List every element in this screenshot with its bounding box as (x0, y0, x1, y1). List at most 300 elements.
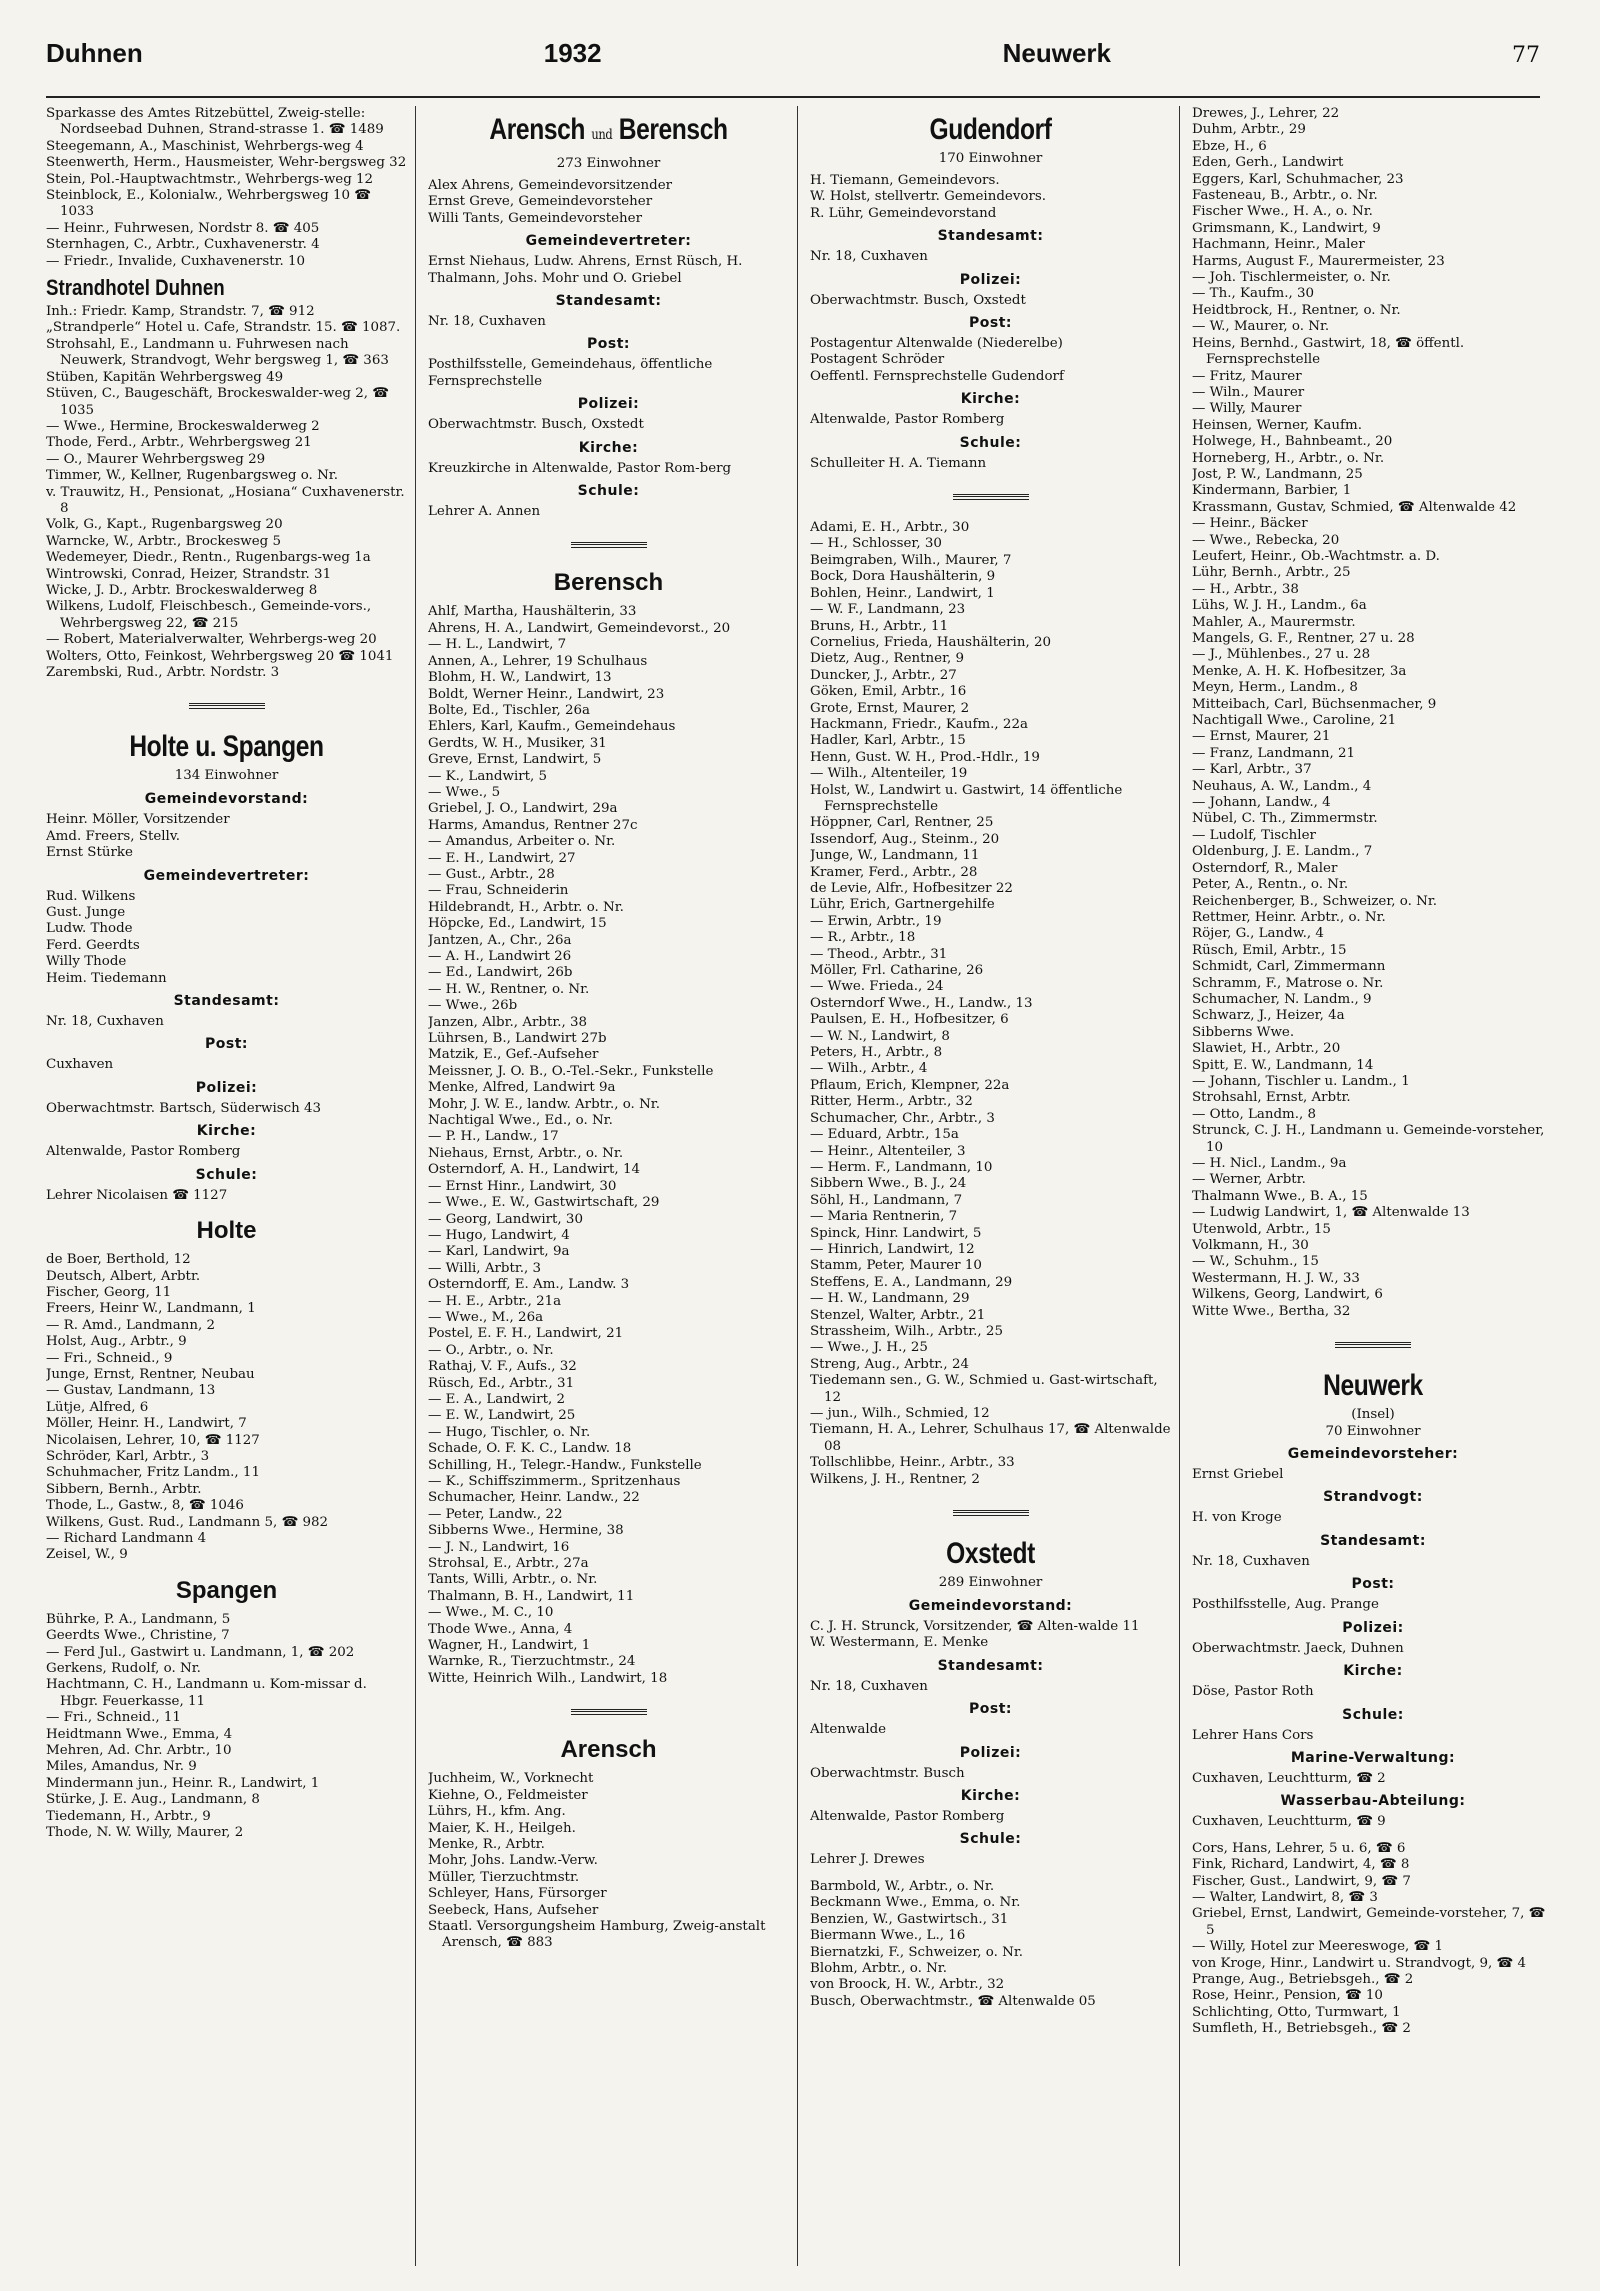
section-label: Post: (968, 1701, 1012, 1718)
directory-entry: Zeisel, W., 9 (46, 1547, 128, 1563)
section-label: Gemeindevorsteher: (1287, 1446, 1459, 1463)
church: Altenwalde, Pastor Romberg (810, 412, 1005, 428)
directory-entry: — Maria Rentnerin, 7 (810, 1209, 958, 1225)
section-label: Post: (586, 336, 630, 353)
directory-entry: Harms, Amandus, Rentner 27c (428, 817, 638, 833)
directory-entry: — Fri., Schneid., 11 (46, 1710, 181, 1726)
board-member: Ernst Stürke (46, 845, 133, 861)
directory-entry: Annen, A., Lehrer, 19 Schulhaus (428, 653, 648, 669)
directory-entry: Matzik, E., Gef.-Aufseher (428, 1047, 599, 1063)
directory-entry: Wagner, H., Landwirt, 1 (428, 1638, 591, 1654)
directory-entry: Kiehne, O., Feldmeister (428, 1787, 588, 1803)
directory-entry: Fink, Richard, Landwirt, 4, ☎ 8 (1192, 1857, 1410, 1873)
directory-entry: Strohsahl, E., Landmann u. Fuhrwesen nach Neuwerk, Strandvogt, Wehr bergsweg 1, ☎ 363 (46, 336, 389, 369)
police: Oberwachtmstr. Bartsch, Süderwisch 43 (46, 1100, 322, 1116)
registry-office: Nr. 18, Cuxhaven (46, 1014, 164, 1030)
place-title-oxstedt: Oxstedt (946, 1537, 1035, 1571)
directory-entry: Thalmann Wwe., B. A., 15 (1192, 1188, 1368, 1204)
section-label: Kirche: (960, 1788, 1021, 1805)
directory-entry: Strunck, C. J. H., Landmann u. Gemeinde-vorsteher, 10 (1192, 1123, 1545, 1155)
directory-entry: Paulsen, E. H., Hofbesitzer, 6 (810, 1012, 1009, 1028)
running-head-year: 1932 (543, 38, 602, 68)
beach-warden: H. von Kroge (1192, 1510, 1282, 1526)
section-label: Standesamt: (173, 993, 280, 1010)
church: Altenwalde, Pastor Romberg (46, 1144, 241, 1160)
directory-entry: Möller, Frl. Catharine, 26 (810, 963, 984, 979)
directory-entry: — Th., Kaufm., 30 (1192, 286, 1315, 302)
directory-entry: Utenwold, Arbtr., 15 (1192, 1221, 1331, 1237)
title-part: Arensch (489, 113, 585, 146)
directory-entry: — Johann, Landw., 4 (1192, 795, 1331, 811)
directory-entry: Schmidt, Carl, Zimmermann (1192, 959, 1386, 975)
directory-entry: — O., Arbtr., o. Nr. (428, 1342, 554, 1358)
directory-entry: — Hugo, Tischler, o. Nr. (428, 1424, 591, 1440)
directory-entry: Ahrens, H. A., Landwirt, Gemeindevorst., 20 (428, 620, 731, 636)
directory-entry: — Frau, Schneiderin (428, 883, 569, 899)
section-label: Post: (204, 1036, 248, 1053)
directory-entry: — jun., Wilh., Schmied, 12 (810, 1406, 990, 1421)
directory-entry: — Friedr., Invalide, Cuxhavenerstr. 10 (46, 253, 306, 269)
column-1 (46, 106, 416, 2266)
directory-entry: Witte Wwe., Bertha, 32 (1192, 1303, 1351, 1319)
section-label: Kirche: (1343, 1663, 1403, 1680)
directory-entry: Harms, August F., Maurermeister, 23 (1192, 253, 1445, 269)
place-title-spangen: Spangen (175, 1576, 278, 1604)
directory-entry: Wedemeyer, Diedr., Rentn., Rugenbargs-weg 1a (46, 550, 371, 566)
directory-entry: Ehlers, Karl, Kaufm., Gemeindehaus (428, 719, 676, 735)
directory-entry: Streng, Aug., Arbtr., 24 (810, 1356, 969, 1372)
directory-entry: Schwarz, J., Heizer, 4a (1192, 1008, 1345, 1024)
directory-entry: Lühs, W. J. H., Landm., 6a (1192, 598, 1367, 614)
section-label: Schule: (959, 1831, 1022, 1848)
directory-entry: Wolters, Otto, Feinkost, Wehrbergsweg 20 ☎ 1041 (46, 648, 394, 664)
directory-entry: — Wwe., Rebecka, 20 (1192, 532, 1340, 548)
section-label: Standesamt: (937, 1657, 1044, 1674)
section-divider (571, 1709, 647, 1715)
directory-entry: Gerkens, Rudolf, o. Nr. (46, 1661, 201, 1677)
police: Oberwachtmstr. Busch, Oxstedt (428, 417, 644, 433)
page-number: 77 (1512, 43, 1540, 68)
church: Döse, Pastor Roth (1192, 1684, 1314, 1700)
directory-entry: Stüben, Kapitän Wehrbergsweg 49 (46, 369, 284, 385)
directory-entry: Stenzel, Walter, Arbtr., 21 (810, 1307, 986, 1323)
directory-entry: Drewes, J., Lehrer, 22 (1192, 106, 1340, 121)
directory-entry: — H. W., Landmann, 29 (810, 1291, 970, 1307)
section-label: Post: (968, 315, 1012, 332)
school: Schulleiter H. A. Tiemann (810, 455, 987, 471)
directory-entry: Holst, Aug., Arbtr., 9 (46, 1334, 187, 1350)
board-member: H. Tiemann, Gemeindevors. (810, 173, 1000, 188)
directory-entry: Rüsch, Ed., Arbtr., 31 (428, 1375, 575, 1391)
directory-entry: Hachmann, Heinr., Maler (1192, 237, 1365, 253)
directory-entry: Busch, Oberwachtmstr., ☎ Altenwalde 05 (810, 1993, 1096, 2009)
directory-entry: Greve, Ernst, Landwirt, 5 (428, 752, 602, 768)
directory-entry: Lühr, Bernh., Arbtr., 25 (1192, 565, 1351, 581)
directory-entry: — Hinrich, Landwirt, 12 (810, 1241, 975, 1257)
council-member: Gust. Junge (46, 905, 126, 921)
directory-entry: Meyn, Herm., Landm., 8 (1192, 680, 1358, 696)
directory-entry: Beckmann Wwe., Emma, o. Nr. (810, 1895, 1021, 1911)
directory-entry: Niehaus, Ernst, Arbtr., o. Nr. (428, 1145, 624, 1161)
directory-entry: Höpcke, Ed., Landwirt, 15 (428, 916, 607, 932)
directory-entry: Schumacher, N. Landm., 9 (1192, 991, 1372, 1007)
directory-entry: Horneberg, H., Arbtr., o. Nr. (1192, 450, 1385, 466)
section-label: Polizei: (195, 1079, 258, 1096)
directory-entry: — Robert, Materialverwalter, Wehrbergs-weg 20 (46, 632, 377, 648)
directory-entry: — Ludwig Landwirt, 1, ☎ Altenwalde 13 (1192, 1205, 1470, 1221)
section-divider (1335, 1342, 1411, 1348)
place-title-holte: Holte (196, 1217, 257, 1245)
board-member: R. Lühr, Gemeindevorstand (810, 205, 997, 221)
directory-entry: Höppner, Carl, Rentner, 25 (810, 815, 994, 831)
directory-entry: Ritter, Herm., Arbtr., 32 (810, 1094, 973, 1110)
section-label: Kirche: (196, 1123, 257, 1140)
directory-entry: Warnke, R., Tierzuchtmstr., 24 (428, 1654, 636, 1670)
directory-entry: Fischer Wwe., H. A., o. Nr. (1192, 204, 1373, 220)
directory-entry: Slawiet, H., Arbtr., 20 (1192, 1041, 1341, 1057)
directory-entry: Osterndorf, A. H., Landwirt, 14 (428, 1162, 640, 1178)
directory-entry: — Karl, Landwirt, 9a (428, 1244, 570, 1260)
directory-entry: Gerdts, W. H., Musiker, 31 (428, 735, 607, 751)
directory-entry: — E. A., Landwirt, 2 (428, 1391, 566, 1407)
directory-entry: Nachtigall Wwe., Caroline, 21 (1192, 713, 1397, 729)
directory-entry: Geerdts Wwe., Christine, 7 (46, 1628, 230, 1644)
post-office: Oeffentl. Fernsprechstelle Gudendorf (810, 368, 1064, 384)
section-label: Kirche: (960, 391, 1021, 408)
directory-entry: Stürke, J. E. Aug., Landmann, 8 (46, 1792, 260, 1808)
directory-entry: Staatl. Versorgungsheim Hamburg, Zweig-anstalt Arensch, ☎ 883 (428, 1918, 766, 1951)
directory-entry: Tollschlibbe, Heinr., Arbtr., 33 (810, 1455, 1015, 1471)
directory-entry: — Heinr., Altenteiler, 3 (810, 1143, 966, 1159)
directory-entry: Biermann Wwe., L., 16 (810, 1928, 966, 1944)
directory-entry: Inh.: Friedr. Kamp, Strandstr. 7, ☎ 912 (46, 304, 315, 320)
title-conjunction: und (591, 127, 613, 143)
police: Oberwachtmstr. Jaeck, Duhnen (1192, 1640, 1404, 1656)
directory-entry: Meissner, J. O. B., O.-Tel.-Sekr., Funkstelle (428, 1063, 714, 1079)
directory-entry: Strohsahl, Ernst, Arbtr. (1192, 1090, 1351, 1106)
title-part: Berensch (618, 113, 728, 146)
directory-entry: Jantzen, A., Chr., 26a (428, 932, 572, 948)
directory-entry: — H., Schlosser, 30 (810, 536, 942, 552)
directory-entry: Janzen, Albr., Arbtr., 38 (428, 1014, 588, 1030)
directory-entry: — Hugo, Landwirt, 4 (428, 1227, 570, 1243)
directory-entry: Menke, R., Arbtr. (428, 1836, 545, 1852)
directory-entry: — Willi, Arbtr., 3 (428, 1260, 542, 1276)
hotel-heading: Strandhotel Duhnen (46, 275, 225, 301)
directory-entry: Holwege, H., Bahnbeamt., 20 (1192, 434, 1393, 450)
directory-entry: Sibbern, Bernh., Arbtr. (46, 1481, 202, 1497)
directory-entry: — R. Amd., Landmann, 2 (46, 1317, 215, 1333)
school: Lehrer Nicolaisen ☎ 1127 (46, 1187, 228, 1203)
directory-entry: — Wilh., Arbtr., 4 (810, 1061, 928, 1077)
directory-entry: Tiemann, H. A., Lehrer, Schulhaus 17, ☎ Altenwalde 08 (810, 1422, 1171, 1454)
directory-entry: Reichenberger, B., Schweizer, o. Nr. (1192, 893, 1438, 909)
directory-entry: Heidtmann Wwe., Emma, 4 (46, 1726, 233, 1742)
section-divider (189, 703, 265, 709)
directory-entry: Sibbern Wwe., B. J., 24 (810, 1176, 967, 1192)
running-head-left: Duhnen (46, 38, 143, 68)
directory-entry: Schuhmacher, Fritz Landm., 11 (46, 1465, 260, 1481)
directory-entry: Bruns, H., Arbtr., 11 (810, 618, 949, 634)
directory-entry: Nicolaisen, Lehrer, 10, ☎ 1127 (46, 1432, 260, 1448)
section-label: Schule: (959, 434, 1022, 451)
section-label: Schule: (1342, 1706, 1404, 1723)
directory-entry: Volk, G., Kapt., Rugenbargsweg 20 (46, 517, 283, 533)
directory-entry: Oldenburg, J. E. Landm., 7 (1192, 844, 1373, 860)
directory-entry: Rose, Heinr., Pension, ☎ 10 (1192, 1988, 1383, 2004)
directory-entry: — W., Schuhm., 15 (1192, 1254, 1319, 1270)
directory-entry: Strohsal, E., Arbtr., 27a (428, 1556, 589, 1572)
section-label: Polizei: (959, 1744, 1022, 1761)
directory-entry: Tants, Willi, Arbtr., o. Nr. (428, 1572, 598, 1588)
directory-entry: — Eduard, Arbtr., 15a (810, 1127, 959, 1143)
directory-entry: — Heinr., Fuhrwesen, Nordstr 8. ☎ 405 (46, 220, 320, 236)
directory-entry: — Theod., Arbtr., 31 (810, 946, 948, 962)
directory-entry: Krassmann, Gustav, Schmied, ☎ Altenwalde 42 (1192, 499, 1517, 515)
section-label: Gemeindevertreter: (143, 867, 310, 884)
directory-entry: Mindermann jun., Heinr. R., Landwirt, 1 (46, 1775, 320, 1791)
section-divider (953, 494, 1029, 500)
section-label: Standesamt: (1320, 1532, 1426, 1549)
directory-entry: — R., Arbtr., 18 (810, 930, 916, 946)
naval-administration: Cuxhaven, Leuchtturm, ☎ 2 (1192, 1770, 1386, 1786)
directory-entry: Leufert, Heinr., Ob.-Wachtmstr. a. D. (1192, 548, 1440, 564)
directory-entry: Prange, Aug., Betriebsgeh., ☎ 2 (1192, 1971, 1414, 1987)
directory-entry: Bolte, Ed., Tischler, 26a (428, 702, 591, 718)
board-member: Amd. Freers, Stellv. (46, 828, 181, 844)
directory-entry: Lühr, Erich, Gartnergehilfe (810, 897, 995, 913)
place-title-arensch-berensch (460, 112, 756, 153)
directory-entry: Mehren, Ad. Chr. Arbtr., 10 (46, 1743, 232, 1759)
directory-entry: Thode, Ferd., Arbtr., Wehrbergsweg 21 (46, 435, 312, 451)
council-member: Ferd. Geerdts (46, 937, 140, 953)
directory-entry: Kindermann, Barbier, 1 (1192, 483, 1352, 499)
post-office: Posthilfsstelle, Gemeindehaus, öffentliche Fernsprechstelle (428, 357, 713, 389)
directory-entry: — Wwe., M. C., 10 (428, 1605, 554, 1621)
directory-entry: Cors, Hans, Lehrer, 5 u. 6, ☎ 6 (1192, 1840, 1406, 1856)
directory-entry: Stein, Pol.-Hauptwachtmstr., Wehrbergs-weg 12 (46, 171, 374, 187)
directory-entry: Blohm, H. W., Landwirt, 13 (428, 670, 612, 686)
directory-entry: Thalmann, B. H., Landwirt, 11 (428, 1588, 635, 1604)
directory-entry: Steinblock, E., Kolonialw., Wehrbergsweg 10 ☎ 1033 (46, 188, 371, 220)
place-title-arensch: Arensch (560, 1736, 657, 1764)
directory-entry: Maier, K. H., Heilgeh. (428, 1820, 576, 1836)
directory-entry: Volkmann, H., 30 (1192, 1238, 1309, 1254)
directory-entry: Barmbold, W., Arbtr., o. Nr. (810, 1878, 995, 1894)
directory-entry: — Franz, Landmann, 21 (1192, 745, 1356, 761)
directory-entry: Junge, Ernst, Rentner, Neubau (46, 1366, 255, 1382)
board-member: W. Westermann, E. Menke (810, 1635, 989, 1651)
column-4 (1192, 106, 1562, 2266)
directory-entry: Mahler, A., Maurermstr. (1192, 614, 1356, 630)
directory-entry: Pflaum, Erich, Klempner, 22a (810, 1077, 1010, 1093)
directory-entry: Wilkens, Georg, Landwirt, 6 (1192, 1287, 1383, 1303)
directory-entry: Schramm, F., Matrose o. Nr. (1192, 975, 1384, 991)
directory-entry: Juchheim, W., Vorknecht (428, 1771, 594, 1787)
directory-entry: Schumacher, Heinr. Landw., 22 (428, 1490, 640, 1506)
directory-entry: Wintrowski, Conrad, Heizer, Strandstr. 31 (46, 566, 332, 582)
directory-entry: — K., Landwirt, 5 (428, 768, 548, 784)
directory-entry: Lütje, Alfred, 6 (46, 1399, 149, 1415)
running-head-right: Neuwerk (1002, 38, 1111, 68)
directory-entry: — Ludolf, Tischler (1192, 827, 1316, 843)
directory-entry: von Kroge, Hinr., Landwirt u. Strandvogt, 9, ☎ 4 (1192, 1955, 1526, 1971)
post-office: Altenwalde (810, 1722, 887, 1738)
directory-entry: Röjer, G., Landw., 4 (1192, 926, 1324, 942)
section-label: Standesamt: (555, 293, 662, 310)
directory-entry: — Wwe., 5 (428, 784, 501, 800)
council-member: Rud. Wilkens (46, 888, 136, 904)
directory-entry: Göken, Emil, Arbtr., 16 (810, 684, 967, 700)
directory-entry: — Amandus, Arbeiter o. Nr. (428, 834, 616, 850)
council-members: Ernst Niehaus, Ludw. Ahrens, Ernst Rüsch, H. Thalmann, Johs. Mohr und O. Griebel (428, 254, 743, 286)
section-label: Schule: (577, 483, 640, 500)
directory-entry: Thode Wwe., Anna, 4 (428, 1621, 573, 1637)
directory-entry: Peter, A., Rentn., o. Nr. (1192, 877, 1349, 893)
place-title-gudendorf: Gudendorf (929, 113, 1052, 146)
directory-entry: — Ferd Jul., Gastwirt u. Landmann, 1, ☎ 202 (46, 1644, 355, 1660)
directory-entry: — Willy, Maurer (1192, 401, 1302, 417)
directory-entry: Wilkens, Ludolf, Fleischbesch., Gemeinde-vors., Wehrbergsweg 22, ☎ 215 (46, 599, 372, 631)
directory-entry: Mitteibach, Carl, Büchsenmacher, 9 (1192, 696, 1437, 712)
directory-entry: Deutsch, Albert, Arbtr. (46, 1268, 201, 1284)
directory-entry: Möller, Heinr. H., Landwirt, 7 (46, 1416, 247, 1432)
section-divider (571, 542, 647, 548)
school: Lehrer A. Annen (428, 504, 541, 520)
directory-entry: Steffens, E. A., Landmann, 29 (810, 1274, 1013, 1290)
directory-entry: Sternhagen, C., Arbtr., Cuxhavenerstr. 4 (46, 237, 320, 253)
directory-entry: — Walter, Landwirt, 8, ☎ 3 (1192, 1889, 1378, 1905)
directory-entry: Westermann, H. J. W., 33 (1192, 1270, 1360, 1286)
council-member: Heim. Tiedemann (46, 970, 167, 986)
population: 273 Einwohner (556, 156, 661, 171)
directory-entry: Junge, W., Landmann, 11 (810, 848, 980, 864)
directory-entry: Menke, A. H. K. Hofbesitzer, 3a (1192, 663, 1407, 679)
directory-entry: Strassheim, Wilh., Arbtr., 25 (810, 1323, 1003, 1339)
directory-entry: Boldt, Werner Heinr., Landwirt, 23 (428, 686, 665, 702)
directory-entry: Osterndorf, R., Maler (1192, 860, 1338, 876)
directory-entry: Wicke, J. D., Arbtr. Brockeswalderweg 8 (46, 582, 318, 598)
directory-entry: Rüsch, Emil, Arbtr., 15 (1192, 942, 1347, 958)
directory-entry: Kramer, Ferd., Arbtr., 28 (810, 864, 978, 880)
directory-entry: Eden, Gerh., Landwirt (1192, 155, 1344, 171)
directory-entry: Cornelius, Frieda, Haushälterin, 20 (810, 634, 1052, 650)
directory-entry: Dietz, Aug., Rentner, 9 (810, 651, 965, 667)
directory-entry: Heidtbrock, H., Rentner, o. Nr. (1192, 302, 1401, 318)
directory-entry: Wilkens, J. H., Rentner, 2 (810, 1471, 980, 1487)
registry-office: Nr. 18, Cuxhaven (810, 249, 928, 265)
directory-entry: Heinsen, Werner, Kaufm. (1192, 417, 1362, 433)
registry-office: Nr. 18, Cuxhaven (428, 314, 546, 330)
directory-entry: Stamm, Peter, Maurer 10 (810, 1258, 982, 1274)
directory-entry: Sparkasse des Amtes Ritzebüttel, Zweig-stelle: Nordseebad Duhnen, Strand-strasse 1. ☎ 1489 (46, 106, 384, 138)
directory-entry: — O., Maurer Wehrbergsweg 29 (46, 451, 266, 467)
directory-entry: de Levie, Alfr., Hofbesitzer 22 (810, 881, 1013, 896)
directory-entry: Spinck, Hinr. Landwirt, 5 (810, 1225, 982, 1241)
directory-entry: Sumfleth, H., Betriebsgeh., ☎ 2 (1192, 2021, 1411, 2037)
church: Kreuzkirche in Altenwalde, Pastor Rom-berg (428, 460, 732, 476)
board-member: Alex Ahrens, Gemeindevorsitzender (428, 178, 673, 193)
directory-entry: Grote, Ernst, Maurer, 2 (810, 700, 970, 716)
directory-entry: Grimsmann, K., Landwirt, 9 (1192, 220, 1381, 236)
section-label: Gemeindevorstand: (144, 791, 309, 808)
directory-entry: Blohm, Arbtr., o. Nr. (810, 1960, 947, 1976)
directory-entry: Zarembski, Rud., Arbtr. Nordstr. 3 (46, 665, 280, 680)
directory-entry: Nübel, C. Th., Zimmermstr. (1192, 811, 1378, 827)
directory-entry: — Wilh., Altenteiler, 19 (810, 766, 968, 782)
directory-entry: — Johann, Tischler u. Landm., 1 (1192, 1073, 1410, 1089)
directory-entry: Neuhaus, A. W., Landm., 4 (1192, 778, 1372, 794)
directory-entry: Biernatzki, F., Schweizer, o. Nr. (810, 1944, 1024, 1960)
section-label: Gemeindevorstand: (908, 1598, 1073, 1615)
mayor: Ernst Griebel (1192, 1467, 1284, 1483)
directory-entry: Lührsen, B., Landwirt 27b (428, 1031, 607, 1047)
directory-entry: Schröder, Karl, Arbtr., 3 (46, 1448, 210, 1464)
board-member: Ernst Greve, Gemeindevorsteher (428, 194, 653, 210)
directory-entry: — Heinr., Bäcker (1192, 516, 1308, 532)
directory-entry: Griebel, J. O., Landwirt, 29a (428, 801, 618, 817)
directory-entry: — W. N., Landwirt, 8 (810, 1028, 950, 1044)
directory-entry: — H. L., Landwirt, 7 (428, 637, 567, 653)
directory-entry: — Karl, Arbtr., 37 (1192, 762, 1312, 778)
directory-entry: Hachtmann, C. H., Landmann u. Kom-missar d. Hbgr. Feuerkasse, 11 (46, 1677, 367, 1709)
post-office: Posthilfsstelle, Aug. Prange (1192, 1597, 1379, 1613)
directory-entry: — Wwe., E. W., Gastwirtschaft, 29 (428, 1195, 660, 1211)
directory-entry: Postel, E. F. H., Landwirt, 21 (428, 1326, 624, 1342)
section-label: Marine-Verwaltung: (1290, 1749, 1456, 1766)
board-member: C. J. H. Strunck, Vorsitzender, ☎ Alten-walde 11 (810, 1619, 1140, 1635)
directory-entry: Adami, E. H., Arbtr., 30 (810, 520, 970, 536)
directory-entry: — J., Mühlenbes., 27 u. 28 (1192, 647, 1371, 663)
directory-entry: — Ernst Hinr., Landwirt, 30 (428, 1178, 617, 1194)
directory-entry: Hadler, Karl, Arbtr., 15 (810, 733, 966, 749)
directory-entry: — W., Maurer, o. Nr. (1192, 319, 1330, 335)
directory-entry: Bührke, P. A., Landmann, 5 (46, 1611, 231, 1627)
directory-entry: Sibberns Wwe. (1192, 1024, 1295, 1040)
directory-entry: Hackmann, Friedr., Kaufm., 22a (810, 716, 1028, 732)
directory-entry: — A. H., Landwirt 26 (428, 949, 572, 964)
directory-entry: Ebze, H., 6 (1192, 138, 1267, 154)
directory-entry: — Georg, Landwirt, 30 (428, 1211, 583, 1227)
directory-entry: Heins, Bernhd., Gastwirt, 18, ☎ öffentl. Fernsprechstelle (1192, 335, 1465, 368)
population: 170 Einwohner (938, 151, 1043, 166)
directory-entry: — P. H., Landw., 17 (428, 1129, 559, 1145)
directory-entry: Lührs, H., kfm. Ang. (428, 1804, 566, 1820)
directory-entry: — J. N., Landwirt, 16 (428, 1539, 570, 1555)
directory-entry: Bock, Dora Haushälterin, 9 (810, 569, 996, 585)
directory-entry: Freers, Heinr W., Landmann, 1 (46, 1301, 256, 1317)
section-label: Kirche: (578, 439, 639, 456)
directory-entry: Spitt, E. W., Landmann, 14 (1192, 1057, 1374, 1073)
directory-entry: Schleyer, Hans, Fürsorger (428, 1886, 607, 1902)
directory-entry: — Gustav, Landmann, 13 (46, 1383, 216, 1399)
directory-entry: — Peter, Landw., 22 (428, 1506, 563, 1522)
section-label: Strandvogt: (1323, 1489, 1423, 1506)
island-note: (Insel) (1351, 1407, 1395, 1423)
post-office: Postagent Schröder (810, 352, 945, 368)
school: Lehrer J. Drewes (810, 1852, 925, 1868)
directory-entry: v. Trauwitz, H., Pensionat, „Hosiana“ Cuxhavenerstr. 8 (46, 484, 405, 516)
directory-entry: „Strandperle“ Hotel u. Cafe, Strandstr. 15. ☎ 1087. (46, 320, 401, 336)
section-label: Schule: (195, 1166, 258, 1183)
directory-entry: Peters, H., Arbtr., 8 (810, 1045, 943, 1061)
directory-entry: Eggers, Karl, Schuhmacher, 23 (1192, 171, 1404, 187)
section-label: Gemeindevertreter: (525, 233, 692, 250)
population: 289 Einwohner (938, 1575, 1043, 1591)
directory-entry: Osterndorf Wwe., H., Landw., 13 (810, 995, 1033, 1011)
directory-entry: Schilling, H., Telegr.-Handw., Funkstelle (428, 1457, 702, 1473)
directory-entry: Warncke, W., Arbtr., Brockesweg 5 (46, 533, 282, 549)
